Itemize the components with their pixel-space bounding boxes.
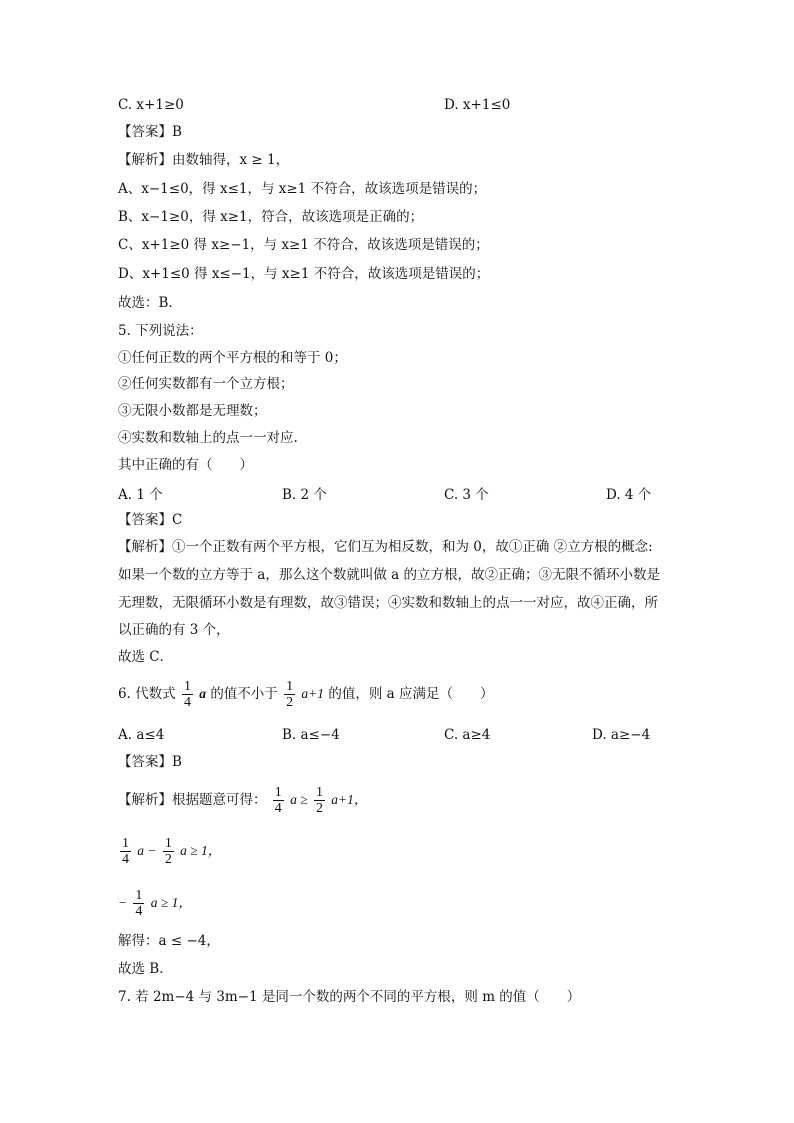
q6-step1-tail2: a+1， bbox=[331, 792, 368, 807]
q5-statement-1: ①任何正数的两个平方根的和等于 0； bbox=[118, 350, 347, 366]
q6-stem bbox=[118, 674, 493, 714]
q4-options bbox=[118, 97, 678, 115]
q6-analysis-step1 bbox=[118, 780, 367, 820]
q6-step1-num2: 1 bbox=[315, 785, 323, 800]
q6-frac2-num: 1 bbox=[286, 679, 294, 694]
q6-stem-mid: 的值不小于 bbox=[210, 686, 278, 702]
q5-statement-3: ③无限小数都是无理数； bbox=[118, 403, 267, 419]
q6-answer: 【答案】B bbox=[118, 754, 182, 770]
q6-step1-tail1: a ≥ bbox=[290, 792, 308, 807]
q5-stem: 5. 下列说法： bbox=[118, 323, 203, 339]
q6-analysis-step2 bbox=[118, 831, 221, 871]
q5-analysis-2: 如果一个数的立方等于 a，那么这个数就叫做 a 的立方根，故②正确；③无限不循环小数是 bbox=[118, 567, 660, 583]
q4-analysis-a: A、x−1≤0，得 x≤1，与 x≥1 不符合，故该选项是错误的； bbox=[118, 181, 487, 197]
q5-conclusion: 故选 C． bbox=[118, 649, 174, 665]
q6-step2-den1: 4 bbox=[122, 852, 129, 867]
q6-step1-frac-1-2 bbox=[314, 785, 325, 816]
q5-ask: 其中正确的有（ ） bbox=[118, 457, 253, 473]
q4-analysis-d: D、x+1≤0 得 x≤−1，与 x≥1 不符合，故该选项是错误的； bbox=[118, 266, 490, 282]
q6-analysis-step3 bbox=[118, 883, 192, 923]
q4-conclusion: 故选：B． bbox=[118, 295, 182, 311]
q6-fraction-1-2 bbox=[284, 679, 295, 710]
q6-step3-sign: − bbox=[118, 895, 128, 910]
q4-analysis-title: 【解析】由数轴得，x ≥ 1， bbox=[118, 152, 290, 168]
q6-fraction-1-4 bbox=[182, 679, 193, 710]
q6-step1-num1: 1 bbox=[274, 785, 282, 800]
q5-statement-2: ②任何实数都有一个立方根； bbox=[118, 376, 294, 392]
q4-analysis-c: C、x+1≥0 得 x≥−1，与 x≥1 不符合，故该选项是错误的； bbox=[118, 237, 489, 253]
q6-stem-expr: a+1 bbox=[301, 686, 325, 701]
q5-analysis-1: 【解析】①一个正数有两个平方根，它们互为相反数，和为 0，故①正确 ②立方根的概念: bbox=[118, 539, 653, 555]
q6-step3-frac-1-4 bbox=[133, 888, 144, 919]
q6-step3-den: 4 bbox=[135, 904, 143, 919]
q6-step2-num2: 1 bbox=[164, 836, 172, 851]
q6-step2-num1: 1 bbox=[122, 836, 129, 851]
q6-step3-num: 1 bbox=[135, 888, 143, 903]
q6-step2-frac-1-2 bbox=[163, 836, 174, 867]
q6-frac2-den: 2 bbox=[286, 695, 294, 710]
q5-statement-4: ④实数和数轴上的点一一对应. bbox=[118, 430, 298, 446]
q6-frac-num: 1 bbox=[183, 679, 191, 694]
q6-step2-mid: a − bbox=[137, 843, 157, 858]
q6-step1-den1: 4 bbox=[274, 801, 282, 816]
q5-analysis-3: 无理数，无限循环小数是有理数，故③错误；④实数和数轴上的点一一对应，故④正确，所 bbox=[118, 595, 658, 611]
q6-stem-prefix: 6. 代数式 bbox=[118, 686, 176, 702]
q4-option-d: D. x+1≤0 bbox=[444, 97, 511, 113]
q6-solve: 解得：a ≤ −4， bbox=[118, 933, 220, 949]
q6-step2-tail: a ≥ 1， bbox=[180, 843, 222, 858]
q6-frac-den: 4 bbox=[183, 695, 191, 710]
q5-option-b: B. 2 个 bbox=[282, 487, 327, 503]
q6-stem-suffix: 的值，则 a 应满足（ ） bbox=[328, 686, 494, 702]
q5-answer: 【答案】C bbox=[118, 512, 183, 528]
q6-option-b: B. a≤−4 bbox=[282, 727, 340, 743]
q5-option-c: C. 3 个 bbox=[444, 487, 489, 503]
q4-analysis-b: B、x−1≥0，得 x≥1，符合，故该选项是正确的； bbox=[118, 209, 424, 225]
q6-options bbox=[118, 727, 678, 745]
q6-conclusion: 故选 B． bbox=[118, 961, 173, 977]
q6-option-a: A. a≤4 bbox=[118, 727, 165, 743]
q6-step1-den2: 2 bbox=[315, 801, 323, 816]
q6-step2-frac-1-4 bbox=[120, 836, 131, 867]
q6-option-d: D. a≥−4 bbox=[592, 727, 651, 743]
q6-step2-den2: 2 bbox=[164, 852, 172, 867]
q6-var-a: a bbox=[199, 686, 207, 701]
q6-step1-frac-1-4 bbox=[273, 785, 284, 816]
q4-answer: 【答案】B bbox=[118, 124, 182, 140]
q6-step3-tail: a ≥ 1， bbox=[150, 895, 192, 910]
q6-option-c: C. a≥4 bbox=[444, 727, 491, 743]
q4-option-c: C. x+1≥0 bbox=[118, 97, 184, 113]
q7-stem: 7. 若 2m−4 与 3m−1 是同一个数的两个不同的平方根，则 m 的值（ ） bbox=[118, 989, 581, 1005]
q5-analysis-4: 以正确的有 3 个， bbox=[118, 622, 230, 638]
q5-option-a: A. 1 个 bbox=[118, 487, 163, 503]
q5-options bbox=[118, 483, 678, 501]
q5-option-d: D. 4 个 bbox=[606, 487, 652, 503]
q6-analysis-prefix: 【解析】根据题意可得： bbox=[118, 792, 267, 808]
